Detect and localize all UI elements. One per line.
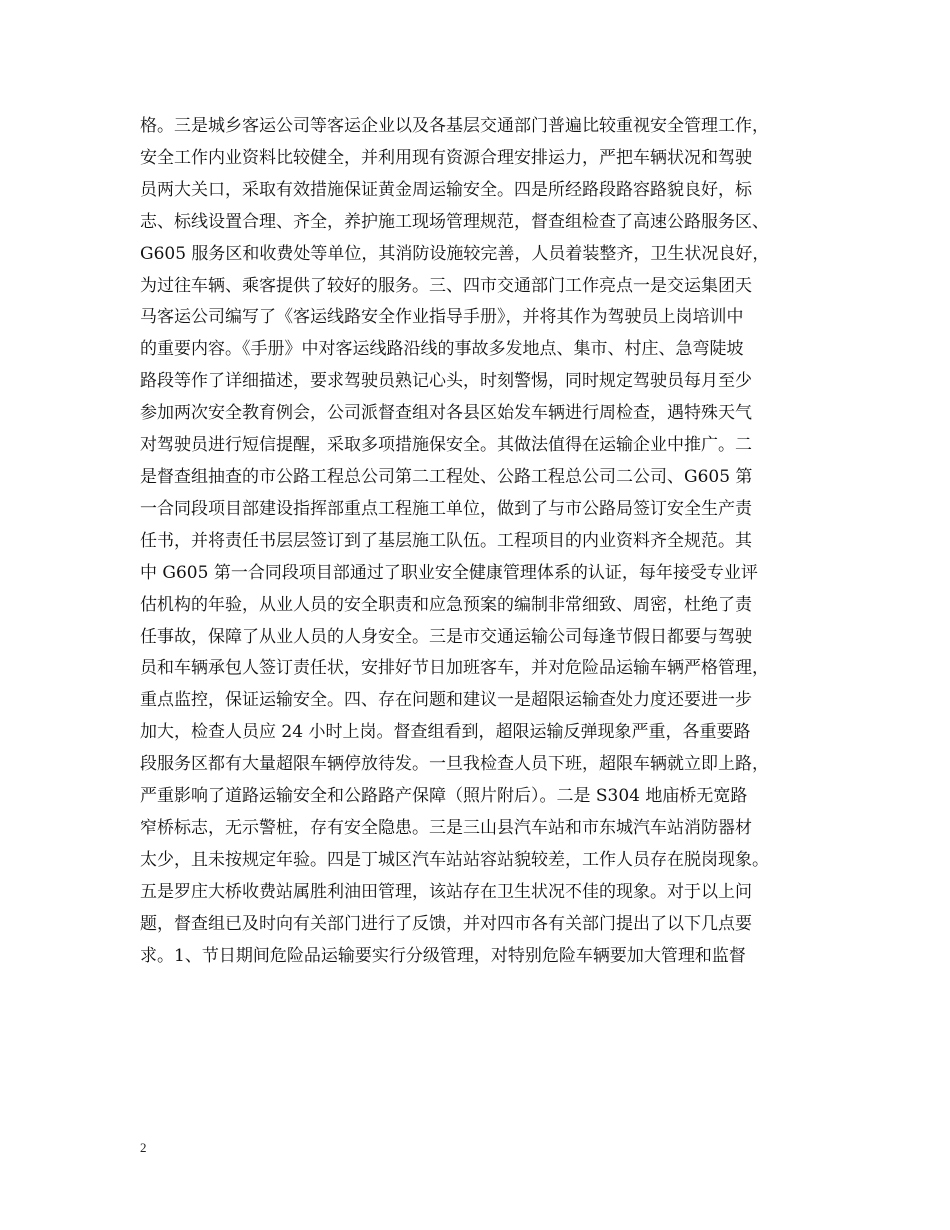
text-line: 马客运公司编写了《客运线路安全作业指导手册》，并将其作为驾驶员上岗培训中	[140, 307, 744, 328]
text-line: G605 服务区和收费处等单位，其消防设施较完善，人员着装整齐，卫生状况良好，	[140, 243, 770, 264]
text-line: 是督查组抽查的市公路工程总公司第二工程处、公路工程总公司二公司、G605 第	[140, 466, 753, 487]
text-line: 志、标线设置合理、齐全，养护施工现场管理规范，督查组检查了高速公路服务区、	[140, 211, 769, 232]
text-line: 求。1、节日期间危险品运输要实行分级管理，对特别危险车辆要加大管理和监督	[140, 945, 746, 966]
text-line: 任事故，保障了从业人员的人身安全。三是市交通运输公司每逢节假日都要与驾驶	[140, 626, 752, 647]
text-line: 的重要内容。《手册》中对客运线路沿线的事故多发地点、集市、村庄、急弯陡坡	[140, 339, 744, 360]
text-line: 任书，并将责任书层层签订到了基层施工队伍。工程项目的内业资料齐全规范。其	[140, 530, 752, 551]
text-line: 估机构的年验，从业人员的安全职责和应急预案的编制非常细致、周密，杜绝了责	[140, 594, 752, 615]
text-line: 五是罗庄大桥收费站属胜利油田管理，该站存在卫生状况不佳的现象。对于以上问	[140, 881, 752, 902]
text-line: 为过往车辆、乘客提供了较好的服务。三、四市交通部门工作亮点一是交运集团天	[140, 275, 752, 296]
text-line: 题，督查组已及时向有关部门进行了反馈，并对四市各有关部门提出了以下几点要	[140, 913, 752, 934]
text-line: 参加两次安全教育例会，公司派督查组对各县区始发车辆进行周检查，遇特殊天气	[140, 403, 752, 424]
page-number: 2	[140, 1140, 147, 1155]
text-line: 一合同段项目部建设指挥部重点工程施工单位，做到了与市公路局签订安全生产责	[140, 498, 752, 519]
text-line: 员和车辆承包人签订责任状，安排好节日加班客车，并对危险品运输车辆严格管理，	[140, 658, 769, 679]
text-line: 太少，且未按规定年验。四是丁城区汽车站站容站貌较差，工作人员存在脱岗现象。	[140, 849, 769, 870]
body-paragraph	[140, 111, 812, 972]
text-line: 格。三是城乡客运公司等客运企业以及各基层交通部门普遍比较重视安全管理工作，	[140, 116, 769, 136]
text-line: 加大，检查人员应 24 小时上岗。督查组看到，超限运输反弹现象严重，各重要路	[140, 722, 751, 743]
text-line: 中 G605 第一合同段项目部通过了职业安全健康管理体系的认证，每年接受专业评	[140, 562, 758, 583]
text-line: 路段等作了详细描述，要求驾驶员熟记心头，时刻警惕，同时规定驾驶员每月至少	[140, 371, 752, 392]
text-line: 对驾驶员进行短信提醒，采取多项措施保安全。其做法值得在运输企业中推广。二	[140, 435, 752, 456]
text-line: 重点监控，保证运输安全。四、存在问题和建议一是超限运输查处力度还要进一步	[140, 690, 752, 711]
text-line: 安全工作内业资料比较健全，并利用现有资源合理安排运力，严把车辆状况和驾驶	[140, 147, 752, 168]
text-line: 段服务区都有大量超限车辆停放待发。一旦我检查人员下班，超限车辆就立即上路，	[140, 754, 769, 775]
text-line: 窄桥标志，无示警桩，存有安全隐患。三是三山县汽车站和市东城汽车站消防器材	[140, 817, 752, 838]
text-line: 员两大关口，采取有效措施保证黄金周运输安全。四是所经路段路容路貌良好，标	[140, 179, 752, 200]
text-line: 严重影响了道路运输安全和公路路产保障（照片附后）。二是 S304 地庙桥无宽路	[140, 786, 748, 807]
